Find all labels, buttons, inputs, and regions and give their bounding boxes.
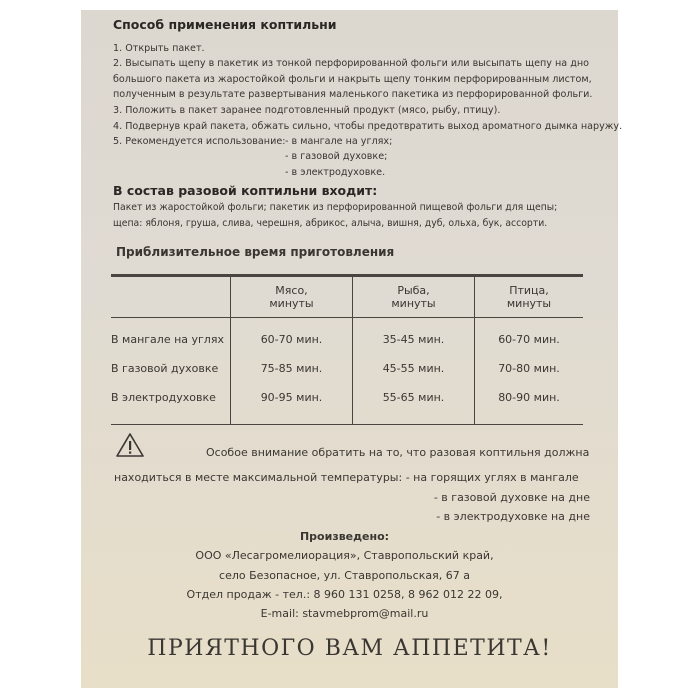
instruction-step: 4. Подвернув край пакета, обжать сильно, чтобы предотвратить выход ароматного дымка наружу. <box>113 121 623 132</box>
instruction-step: 3. Положить в пакет заранее подготовленный продукт (мясо, рыбу, птицу). <box>113 105 501 116</box>
instruction-step: большого пакета из жаростойкой фольги и накрыть щепу тонким перфорированным листом, <box>113 74 592 85</box>
instruction-step: 1. Открыть пакет. <box>113 43 205 54</box>
table-cell: 75-85 мин. <box>260 362 323 375</box>
table-cell: 55-65 мин. <box>382 391 445 404</box>
manufacturer-phones: Отдел продаж - тел.: 8 960 131 0258, 8 962 012 22 09, <box>186 588 503 601</box>
header-line: минуты <box>391 297 436 310</box>
warning-line: находиться в месте максимальной температуры: - на горящих углях в мангале <box>114 471 579 484</box>
contents-line: щепа: яблоня, груша, слива, черешня, абрикос, алыча, вишня, дуб, ольха, бук, ассорти. <box>113 218 548 229</box>
header-line: Рыба, <box>397 284 430 297</box>
warning-triangle-icon <box>115 432 145 458</box>
table-cell: 80-90 мин. <box>498 391 560 404</box>
header-line: Мясо, <box>275 284 308 297</box>
table-cell: 60-70 мин. <box>498 333 560 346</box>
manufacturer-email: E-mail: stavmebprom@mail.ru <box>260 607 429 620</box>
recommended-use: - в газовой духовке; <box>285 151 388 162</box>
table-header-divider <box>111 317 583 318</box>
table-row-label: В газовой духовке <box>111 362 219 375</box>
table-row-label: В мангале на углях <box>111 333 224 346</box>
header-line: минуты <box>269 297 314 310</box>
table-header-meat <box>231 284 352 310</box>
warning-line: Особое внимание обратить на то, что разовая коптильня должна <box>206 446 590 459</box>
table-bottom-border <box>111 424 583 425</box>
manufacturer-address: село Безопасное, ул. Ставропольская, 67 а <box>219 569 470 582</box>
table-cell: 35-45 мин. <box>382 333 445 346</box>
table-cell: 70-80 мин. <box>498 362 560 375</box>
manufacturer-title: Произведено: <box>299 530 390 543</box>
instruction-step: 5. Рекомендуется использование: <box>113 136 286 147</box>
contents-line: Пакет из жаростойкой фольги; пакетик из перфорированной пищевой фольги для щепы; <box>113 202 558 213</box>
instructions-title: Способ применения коптильни <box>113 17 337 32</box>
table-cell: 90-95 мин. <box>260 391 323 404</box>
table-cell: 45-55 мин. <box>382 362 445 375</box>
warning-line: - в газовой духовке на дне <box>433 491 590 504</box>
header-line: минуты <box>506 297 552 310</box>
instruction-step: 2. Высыпать щепу в пакетик из тонкой перфорированной фольги или высыпать щепу на дно <box>113 58 590 69</box>
table-header-poultry <box>475 284 583 310</box>
footer-slogan: ПРИЯТНОГО ВАМ АППЕТИТА! <box>147 636 552 661</box>
cooking-table-title: Приблизительное время приготовления <box>116 245 395 259</box>
table-row-label: В электродуховке <box>111 391 216 404</box>
contents-title: В состав разовой коптильни входит: <box>113 183 378 198</box>
table-cell: 60-70 мин. <box>260 333 323 346</box>
table-header-fish <box>353 284 474 310</box>
recommended-use: - в мангале на углях; <box>285 136 393 147</box>
warning-line: - в электродуховке на дне <box>436 510 590 523</box>
recommended-use: - в электродуховке. <box>285 167 386 178</box>
instruction-step: полученным в результате развертывания маленького пакетика из перфорированной фольги. <box>113 89 593 100</box>
table-top-border <box>111 274 583 277</box>
manufacturer-company: ООО «Лесагромелиорация», Ставропольский край, <box>195 549 494 562</box>
header-line: Птица, <box>509 284 549 297</box>
